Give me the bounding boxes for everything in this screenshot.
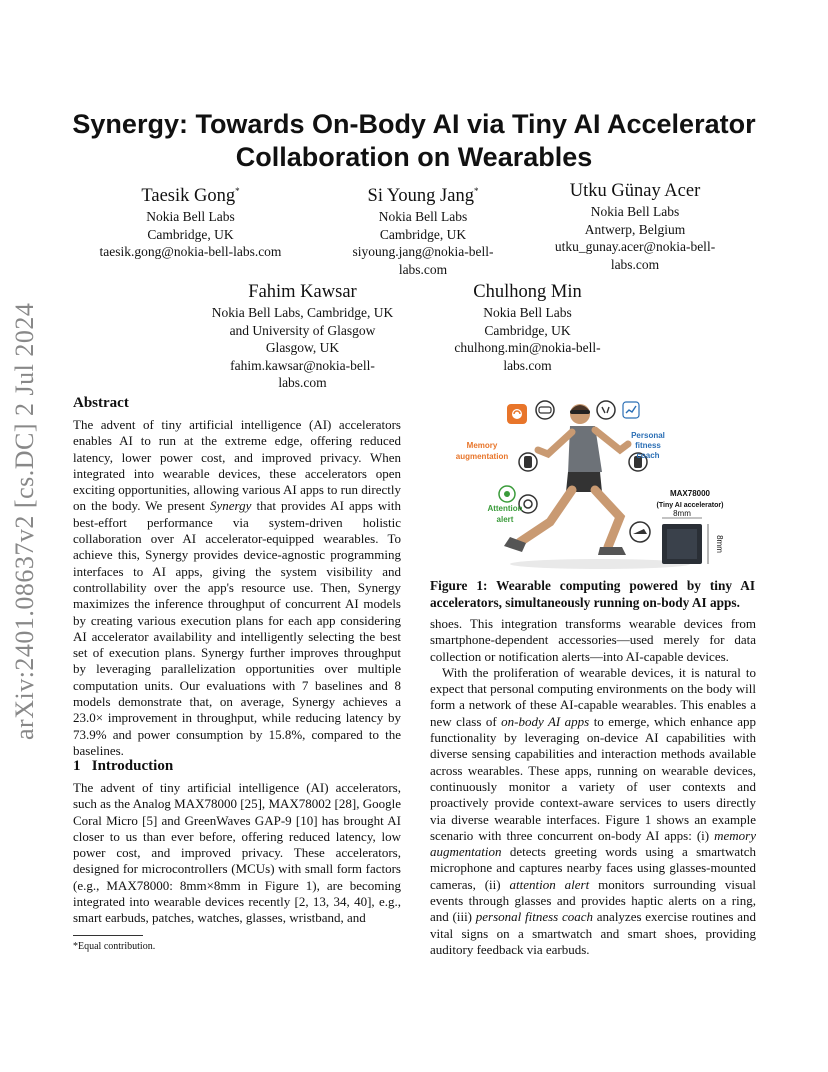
equal-contribution-mark: * bbox=[235, 186, 240, 196]
author-affiliation: Nokia Bell Labs bbox=[483, 305, 572, 320]
abstract-heading: Abstract bbox=[73, 395, 129, 411]
runner-figure bbox=[504, 404, 628, 555]
attention-label-line1: Attention bbox=[487, 504, 523, 513]
author-location: Cambridge, UK bbox=[379, 226, 467, 242]
term-emphasis: memory augmentation bbox=[430, 827, 756, 860]
paragraph bbox=[430, 665, 756, 958]
paragraph-text: With the proliferation of wearable devices, it is natural to expect that personal computing environments on the body will form a network of these AI-capable wearables. This enables a new class of bbox=[430, 664, 756, 729]
memory-label-line1: Memory bbox=[466, 441, 498, 450]
author-affiliation: Nokia Bell Labs bbox=[378, 209, 468, 225]
paragraph-text: monitors surrounding visual events through glasses and provides haptic alerts on a ring, and (iii) bbox=[430, 876, 756, 925]
abstract-text-part: that provides AI apps with best-effort performance via system-driven holistic collaboration over AI accelerator-equipped wearables. To achieve this, Synergy provides device-agnostic programming interfaces to AI apps, giving the system visibility and controllability over the app's resource use. Then, Synergy maximizes the inference throughput of concurrent AI models by creating various execution plans for each app considering AI accelerator availability and intelligently selecting the best set of execution plans. Synergy further improves throughput by leveraging parallelization opportunities over multiple computation units. Our evaluations with 7 baselines and 8 models demonstrate that, on average, Synergy achieves a 23.0× improvement in throughput, while reducing latency by 73.9% and power consumption by 15.8%, compared to the baselines. bbox=[73, 498, 401, 758]
author-block bbox=[530, 180, 740, 273]
author-affiliation-2: and University of Glasgow bbox=[229, 322, 376, 338]
term-emphasis: personal fitness coach bbox=[475, 909, 594, 925]
author-block bbox=[425, 281, 630, 374]
chip-label-line2: (Tiny AI accelerator) bbox=[656, 502, 724, 509]
author-affiliation: Nokia Bell Labs bbox=[146, 209, 235, 225]
author-block bbox=[190, 281, 415, 392]
fitness-label-line3: coach bbox=[636, 451, 660, 460]
author-email-continued[interactable]: labs.com bbox=[278, 375, 327, 390]
author-name: Utku Günay Acer bbox=[569, 181, 701, 201]
author-name: Chulhong Min bbox=[473, 282, 582, 302]
footnote: *Equal contribution. bbox=[73, 941, 156, 952]
paragraph: shoes. This integration transforms wearable devices from smartphone-dependent accessories—used merely for data collection or notification alerts—into AI-capable devices. bbox=[430, 616, 756, 664]
wearable-runner-illustration bbox=[430, 392, 755, 577]
paper-title bbox=[40, 108, 788, 174]
author-email-continued[interactable]: labs.com bbox=[398, 261, 448, 277]
paragraph-text: detects greeting words using a smartwatch microphone and captures nearby faces using glasses-mounted cameras, (ii) bbox=[430, 844, 756, 892]
author-location: Antwerp, Belgium bbox=[584, 221, 686, 237]
equal-contribution-mark: * bbox=[473, 186, 479, 196]
introduction-heading: 1 Introduction bbox=[73, 758, 174, 774]
author-email[interactable]: utku_gunay.acer@nokia-bell- bbox=[554, 239, 716, 254]
title-line-2: Collaboration on Wearables bbox=[235, 142, 593, 172]
arxiv-stamp: arXiv:2401.08637v2 [cs.DC] 2 Jul 2024 bbox=[10, 302, 39, 740]
footnote-divider bbox=[73, 935, 143, 936]
fitness-label-line2: fitness bbox=[635, 441, 661, 450]
attention-label-line2: alert bbox=[496, 515, 514, 524]
chip-height-label: 8mm bbox=[715, 535, 724, 553]
author-email-continued[interactable]: labs.com bbox=[610, 256, 660, 272]
chip-label-line1: MAX78000 bbox=[669, 489, 711, 498]
abstract-text-part: The advent of tiny artificial intelligence (AI) accelerators enables AI to run at the extreme edge, offering reduced latency, lower power cost, and improved privacy. When integrated into wearable devices, these accelerators open exciting opportunities, allowing various AI apps to run directly on the body. We present bbox=[73, 417, 401, 514]
author-email[interactable]: chulhong.min@nokia-bell- bbox=[454, 340, 601, 355]
author-name: Si Young Jang bbox=[367, 186, 474, 207]
author-location: Glasgow, UK bbox=[265, 340, 340, 355]
author-email[interactable]: siyoung.jang@nokia-bell- bbox=[352, 244, 494, 260]
fitness-app-icon bbox=[623, 402, 639, 418]
author-block bbox=[73, 180, 308, 261]
author-affiliation: Nokia Bell Labs, Cambridge, UK bbox=[211, 305, 394, 320]
author-block bbox=[318, 180, 528, 278]
author-name: Taesik Gong bbox=[141, 186, 236, 207]
paragraph-text: to emerge, which enhance app functionality by leveraging on-device AI capabilities with diverse sensing capabilities and interaction methods available across wearables. These apps, running on wearable devices, continuously monitor a variety of user contexts and proactively provide context-aware services to users directly via diverse wearable interfaces. Figure 1 shows an example scenario with three concurrent on-body AI apps: (i) bbox=[430, 713, 756, 843]
fitness-label-line1: Personal bbox=[631, 431, 665, 440]
author-location: Cambridge, UK bbox=[484, 322, 571, 338]
author-affiliation: Nokia Bell Labs bbox=[590, 204, 680, 219]
chip-width-label: 8mm bbox=[673, 509, 691, 518]
max78000-chip bbox=[662, 518, 708, 564]
author-email-continued[interactable]: labs.com bbox=[503, 357, 552, 373]
paragraph-text: analyzes exercise routines and vital signs on a smartwatch and smart shoes, providing auditory feedback via earbuds. bbox=[430, 909, 757, 957]
author-email[interactable]: taesik.gong@nokia-bell-labs.com bbox=[99, 244, 282, 260]
author-location: Cambridge, UK bbox=[147, 226, 234, 242]
author-email[interactable]: fahim.kawsar@nokia-bell- bbox=[230, 357, 375, 373]
attention-app-icon bbox=[499, 486, 515, 502]
author-name: Fahim Kawsar bbox=[248, 282, 357, 302]
figure-1-caption: Figure 1: Wearable computing powered by tiny AI accelerators, simultaneously running on-body AI apps. bbox=[430, 578, 755, 610]
right-column-text bbox=[430, 616, 756, 958]
term-emphasis: attention alert bbox=[509, 876, 590, 892]
title-line-1: Synergy: Towards On-Body AI via Tiny AI Accelerator bbox=[72, 109, 756, 139]
memory-label-line2: augmentation bbox=[455, 452, 509, 461]
introduction-text: The advent of tiny artificial intelligence (AI) accelerators, such as the Analog MAX78000 [25], MAX78002 [28], Google Coral Micro [5] and GreenWaves GAP-9 [10] has brought AI closer to us than ever before, offering reduced latency, low power cost, and improved privacy. These accelerators, designed for microcontrollers (MCUs) with small form factors (e.g., MAX78000: 8mm×8mm in Figure 1), are becoming integrated into wearable devices recently [2, 13, 34, 40], e.g., smart earbuds, patches, watches, glasses, wristband, and bbox=[73, 780, 401, 926]
figure-1-illustration bbox=[430, 392, 755, 577]
system-name-emphasis: Synergy bbox=[210, 498, 252, 514]
term-emphasis: on-body AI apps bbox=[501, 713, 590, 729]
abstract-text bbox=[73, 417, 401, 759]
